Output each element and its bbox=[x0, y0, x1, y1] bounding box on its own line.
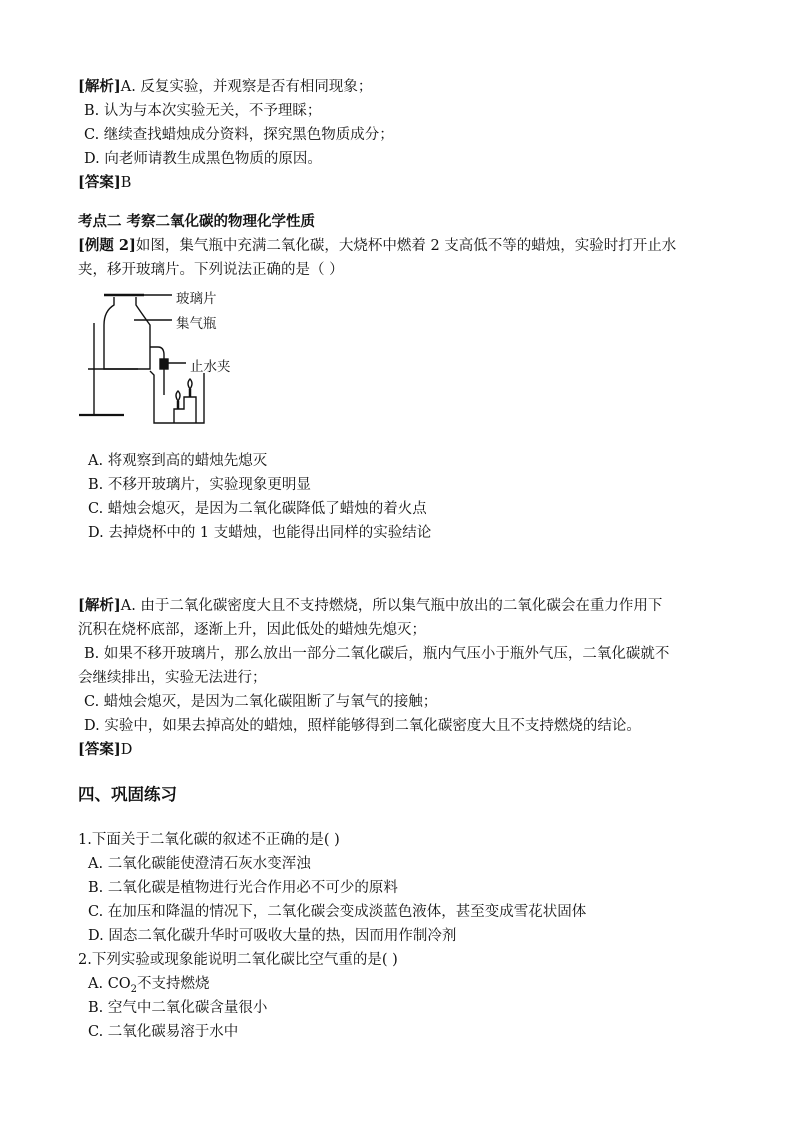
delivery-tube bbox=[150, 347, 164, 395]
analysis-line-d: D. 向老师请教生成黑色物质的原因。 bbox=[84, 151, 322, 167]
q1-option-b: B. 二氧化碳是植物进行光合作用必不可少的原料 bbox=[88, 880, 398, 896]
q2-option-b: B. 空气中二氧化碳含量很小 bbox=[88, 1000, 268, 1016]
q1-option-a: A. 二氧化碳能使澄清石灰水变浑浊 bbox=[88, 856, 311, 872]
q2-option-a-suffix: 不支持燃烧 bbox=[137, 976, 210, 992]
example-tag: [例题 2] bbox=[78, 237, 136, 254]
label-glass-plate: 玻璃片 bbox=[176, 291, 217, 307]
option-a: A. 将观察到高的蜡烛先熄灭 bbox=[88, 453, 268, 469]
analysis2-text-a1: A. 由于二氧化碳密度大且不支持燃烧，所以集气瓶中放出的二氧化碳会在重力作用下 bbox=[120, 598, 663, 614]
experiment-diagram bbox=[74, 285, 274, 425]
analysis2-tag: [解析] bbox=[78, 597, 121, 614]
q1-option-c: C. 在加压和降温的情况下，二氧化碳会变成淡蓝色液体，甚至变成雪花状固体 bbox=[88, 904, 587, 920]
q1-stem: 1.下面关于二氧化碳的叙述不正确的是( ) bbox=[78, 832, 340, 848]
analysis2-line-a2: 沉积在烧杯底部，逐渐上升，因此低处的蜡烛先熄灭； bbox=[78, 622, 426, 638]
option-c: C. 蜡烛会熄灭，是因为二氧化碳降低了蜡烛的着火点 bbox=[88, 501, 427, 517]
answer-line bbox=[78, 173, 131, 193]
answer2-line bbox=[78, 740, 132, 760]
section-heading: 考点二 考察二氧化碳的物理化学性质 bbox=[78, 213, 316, 230]
q2-option-a bbox=[88, 974, 210, 1000]
analysis2-line-a1 bbox=[78, 596, 662, 616]
question-line-2: 夹，移开玻璃片。下列说法正确的是（ ） bbox=[78, 262, 344, 278]
flame-high bbox=[188, 379, 192, 389]
analysis2-line-c: C. 蜡烛会熄灭，是因为二氧化碳阻断了与氧气的接触； bbox=[84, 694, 438, 710]
section4-heading: 四、巩固练习 bbox=[78, 785, 177, 804]
option-b: B. 不移开玻璃片，实验现象更明显 bbox=[88, 477, 311, 493]
analysis-text: A. 反复实验，并观察是否有相同现象； bbox=[120, 79, 373, 95]
analysis2-line-b1: B. 如果不移开玻璃片，那么放出一部分二氧化碳后，瓶内气压小于瓶外气压，二氧化碳就不 bbox=[84, 646, 670, 662]
answer-value: B bbox=[120, 175, 132, 191]
option-d: D. 去掉烧杯中的 1 支蜡烛，也能得出同样的实验结论 bbox=[88, 525, 432, 541]
question-text-1: 如图，集气瓶中充满二氧化碳，大烧杯中燃着 2 支高低不等的蜡烛，实验时打开止水 bbox=[135, 238, 677, 254]
analysis-line-c: C. 继续查找蜡烛成分资料，探究黑色物质成分； bbox=[84, 127, 394, 143]
answer2-value: D bbox=[120, 742, 133, 758]
label-gas-bottle: 集气瓶 bbox=[176, 316, 217, 332]
analysis-tag: [解析] bbox=[78, 78, 121, 95]
analysis2-line-b2: 会继续排出，实验无法进行； bbox=[78, 670, 267, 686]
water-clamp-body bbox=[160, 359, 168, 369]
flame-low bbox=[176, 391, 180, 401]
analysis2-line-d: D. 实验中，如果去掉高处的蜡烛，照样能够得到二氧化碳密度大且不支持燃烧的结论。 bbox=[84, 718, 641, 734]
q2-option-a-prefix: A. CO bbox=[88, 976, 131, 992]
q2-option-a-subscript: 2 bbox=[130, 983, 138, 995]
label-water-clamp: 止水夹 bbox=[190, 359, 231, 375]
analysis-line-a bbox=[78, 77, 372, 97]
answer2-tag: [答案] bbox=[78, 741, 121, 758]
q2-option-c: C. 二氧化碳易溶于水中 bbox=[88, 1024, 239, 1040]
question-line-1 bbox=[78, 236, 676, 256]
analysis-line-b: B. 认为与本次实验无关，不予理睬； bbox=[84, 103, 322, 119]
answer-tag: [答案] bbox=[78, 174, 121, 191]
q1-option-d: D. 固态二氧化碳升华时可吸收大量的热，因而用作制冷剂 bbox=[88, 928, 457, 944]
q2-stem: 2.下列实验或现象能说明二氧化碳比空气重的是( ) bbox=[78, 952, 398, 968]
gas-bottle bbox=[104, 297, 150, 369]
